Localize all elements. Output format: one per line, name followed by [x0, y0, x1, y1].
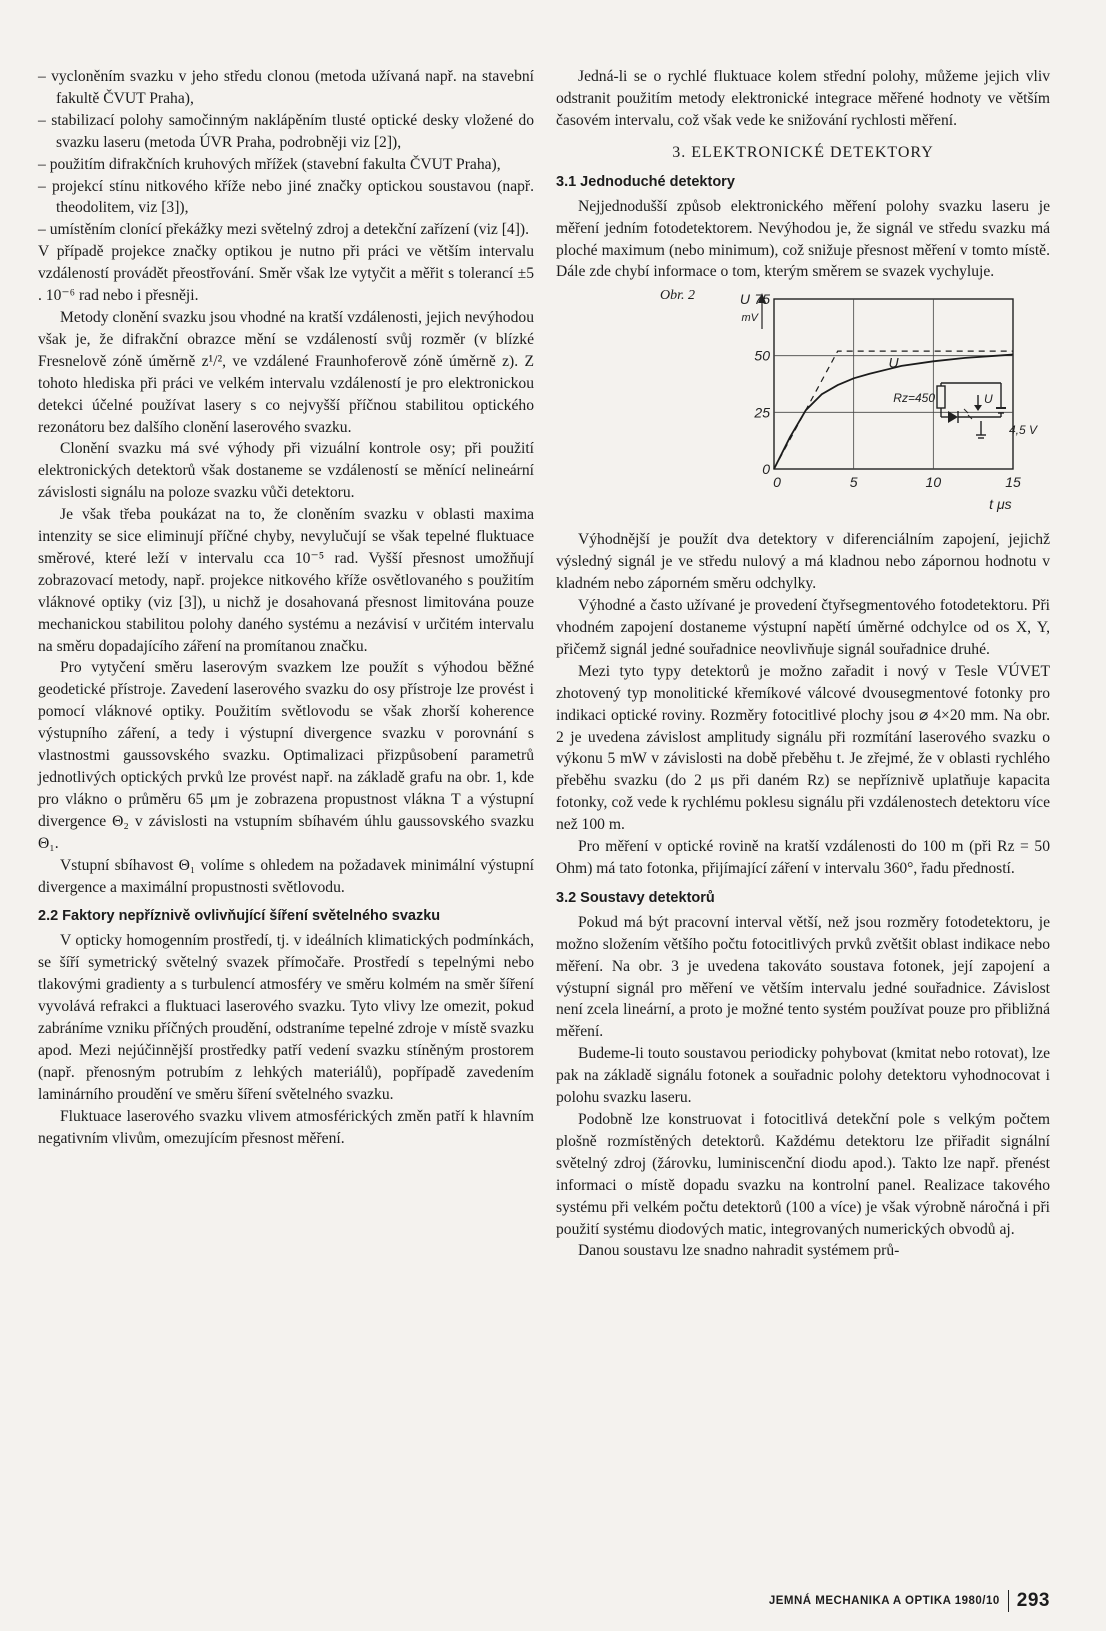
paragraph: Fluktuace laserového svazku vlivem atmosférických změn patří k hlavním negativním vlivům, omezujícím přesnost měření.: [38, 1107, 534, 1147]
x-axis-label: t: [989, 496, 993, 513]
y-tick-label: 75: [754, 291, 770, 308]
list-item: – projekcí stínu nitkového kříže nebo jiné značky optickou soustavou (např. theodolitem, viz [3]),: [38, 177, 534, 217]
paragraph: Výhodné a často užívané je provedení čtyřsegmentového fotodetektoru. Při vhodném zapojení dostaneme výstupní napětí úměrné odchylce od os X, Y, přičemž signál jedné souřadnice neovlivňuje signál souřadnice druhé.: [556, 597, 1050, 658]
y-tick-label: 0: [762, 461, 770, 478]
paragraph: Mezi tyto typy detektorů je možno zařadit i nový v Tesle VÚVET zhotovený typ monolitické křemíkové válcové dvousegmentové fotonky pro indikaci optické roviny. Rozměry fotocitlivé plochy jsou ⌀ 4×20 mm. Na obr. 2 je uvedena závislost amplitudy signálu při rozmítání laserového svazku o výkonu 5 mW v závislosti na době přeběhu t. Je zřejmé, že v oblasti rychlého přeběhu svazku (do 2 μs při daném Rz) se nepříznivě uplatňuje kapacita fotonky, což vede k rychlému poklesu signálu při vzdálenostech detektoru více než 100 m.: [556, 662, 1050, 834]
paragraph: V případě projekce značky optikou je nutno při práci ve větším intervalu vzdáleností provádět přeostřování. Směr však lze vytyčit a měřit s tolerancí ±5 . 10⁻⁶ rad nebo i přesněji.: [38, 243, 534, 305]
paragraph: Budeme-li touto soustavou periodicky pohybovat (kmitat nebo rotovat), lze pak na základě signálu fotonek a souřadnic polohy detektoru vyhodnocovat i polohu svazku laseru.: [556, 1045, 1050, 1107]
paragraph: Danou soustavu lze snadno nahradit systémem prů-: [578, 1242, 900, 1260]
page-footer: [700, 1590, 1050, 1612]
journal-title: JEMNÁ MECHANIKA A OPTIKA 1980/10: [768, 1595, 1000, 1607]
list-item: – vycloněním svazku v jeho středu clonou (metoda užívaná např. na stavební fakultě ČVUT Praha),: [38, 68, 534, 107]
section-heading: 3.2 Soustavy detektorů: [556, 889, 715, 906]
x-axis-unit: μs: [997, 496, 1012, 513]
list-item: – umístěním clonící překážky mezi světelný zdroj a detekční zařízení (viz [4]).: [38, 221, 530, 239]
left-column: [38, 66, 534, 1150]
signal-chart: [556, 287, 1050, 523]
footer-divider: [1008, 1590, 1009, 1612]
circuit-diagram: [937, 383, 1006, 438]
paragraph: Podobně lze konstruovat i fotocitlivá detekční pole s velkým počtem plošně rozmístěných detektorů. Každému detektoru lze přiřadit signální světelný zdroj (žárovku, luminiscenční diodu apod.). Takto lze např. přenést informaci o místě dopadu svazku na kontrolní panel. Realizace takového systému při velkém počtu detektorů (100 a více) je však výrobně náročná i při použití systému diodových matic, integrovaných numerických obvodů aj.: [556, 1111, 1050, 1238]
y-tick-label: 25: [754, 404, 770, 421]
paragraph: Je však třeba poukázat na to, že cloněním svazku v oblasti maxima intenzity se sice eliminují příčné chyby, nevylučují se však tepelné fluktuace směrové, které leží v intervalu cca 10⁻⁵ rad. Vyšší přesnost umožňují zobrazovací metody, např. projekce nitkového kříže osvětlovaného s použitím vláknové optiky (viz [3]), u nichž je dosahovaná přesnost limitována pouze mechanickou stabilitou polohy daného systému a nezávisí v určitém intervalu na směru dopadajícího záření na promítanou značku.: [38, 506, 534, 655]
paragraph: Pro vytyčení směru laserovým svazkem lze použít s výhodou běžné geodetické přístroje. Zavedení laserového svazku do osy přístroje lze provést i pomocí vláknové optiky. Použitím světlovodu se však zhorší koherence výstupního záření, a tedy i výstupní divergence svazku v porovnání s vlastnostmi gaussovského svazku. Optimalizaci přizpůsobení parametrů jednotlivých optických prvků lze provést např. na základě grafu na obr. 1, kde pro vlákno o průměru 65 μm je zobrazena propustnost vlákna T a výstupní divergence Θ₂ v závislosti na vstupním sbíhavém úhlu gaussovského svazku Θ₁.: [38, 659, 534, 852]
resistor: [937, 386, 945, 408]
plot-frame: [774, 299, 1013, 469]
y-axis-unit: mV: [741, 312, 758, 325]
paragraph: Vstupní sbíhavost Θ₁ volíme s ohledem na požadavek minimální výstupní divergence a maximální propustnosti světlovodu.: [38, 856, 534, 896]
x-tick-label: 15: [1005, 474, 1021, 491]
chapter-heading: 3. ELEKTRONICKÉ DETEKTORY: [672, 143, 934, 161]
series-label: U: [888, 354, 899, 371]
list-item: – použitím difrakčních kruhových mřížek (stavební fakulta ČVUT Praha),: [38, 155, 501, 173]
page-number: 293: [1016, 1590, 1050, 1611]
section-heading: 2.2 Faktory nepříznivě ovlivňující šíření světelného svazku: [38, 908, 441, 925]
figure-2: [556, 287, 1050, 523]
y-axis-label: U: [739, 291, 750, 308]
paragraph: Pokud má být pracovní interval větší, než jsou rozměry fotodetektoru, je možno složením většího počtu fotocitlivých prvků zvětšit oblast indikace nebo měření. Na obr. 3 je uvedena takováto soustava fotonek, její zapojení a výstupní signál pro měření ve větším intervalu jedné souřadnice. Závislost není zcela lineární, a proto je možné tento systém používat pouze pro přibližná měření.: [556, 913, 1050, 1041]
paragraph: Jedná-li se o rychlé fluktuace kolem střední polohy, můžeme jejich vliv odstranit použitím metody elektronické integrace měřené hodnoty ve větším časovém intervalu, což však vede ke snižování rychlosti měření.: [556, 68, 1050, 129]
x-tick-label: 10: [925, 474, 942, 491]
figure-caption: Obr. 2: [660, 288, 696, 304]
x-tick-label: 5: [849, 474, 858, 491]
paragraph: Metody clonění svazku jsou vhodné na kratší vzdálenosti, jejich nevýhodou však je, že difrakční obrazce mění se vzdáleností svůj rozměr (v blízké Fresnelově zóně úměrně z¹/², ve vzdálené Fraunhoferově zóně úměrně z). Z tohoto hlediska při práci ve velkém intervalu vzdáleností je pro elektronickou detekci účelné používat lasery s co nejvyšší příčnou stabilitou optického rezonátoru bez dalšího clonění laserového svazku.: [38, 308, 534, 436]
x-tick-label: 0: [773, 474, 781, 491]
paragraph: Pro měření v optické rovině na kratší vzdálenosti do 100 m (při Rz = 50 Ohm) má tato fotonka, přijímající záření v intervalu 360°, řadu předností.: [556, 838, 1050, 877]
list-item: – stabilizací polohy samočinným naklápěním tlusté optické desky vložené do svazku laseru (metoda ÚVR Praha, podrobněji viz [2]),: [38, 111, 534, 151]
section-heading: 3.1 Jednoduché detektory: [556, 173, 735, 190]
paragraph: Výhodnější je použít dva detektory v diferenciálním zapojení, jejichž výsledný signál je ve středu nulový a má kladnou nebo zápornou hodnotu v kladném nebo záporném směru odchylky.: [556, 531, 1050, 593]
y-tick-label: 50: [754, 348, 770, 365]
meter-label: U: [984, 392, 993, 407]
resistor-label: Rz=450: [893, 391, 935, 406]
battery-label: 4,5 V: [1009, 423, 1038, 438]
paragraph: V opticky homogenním prostředí, tj. v ideálních klimatických podmínkách, se šíří symetrický světelný svazek přímočaře. Prostředí s tepelnými nebo tlakovými gradienty a s turbulencí atmosféry ve směru kolmém na směr šíření vyvolává refrakci a fluktuaci laserového svazku. Tyto vlivy lze omezit, pokud zabráníme vzniku příčných proudění, odstraníme tepelné zdroje v místě svazku apod. Mezi nejúčinnější prostředky patří vedení svazku stíněným prostorem (např. přenosným potrubím z lehkých materiálů), popřípadě zavedením laminárního proudění ve směru šíření světelného svazku.: [38, 932, 534, 1103]
series-line-u: [774, 355, 1013, 470]
right-column: [556, 66, 1050, 1262]
paragraph: Nejjednodušší způsob elektronického měření polohy svazku laseru je měření jedním fotodetektorem. Nevýhodou je, že signál ve středu svazku má ploché maximum (nebo minimum), což snižuje přesnost měření v tomto místě. Dále zde chybí informace o tom, kterým směrem se svazek vychyluje.: [556, 197, 1050, 281]
photodiode-icon: [948, 411, 958, 423]
paragraph: Clonění svazku má své výhody při vizuální kontrole osy; při použití elektronických detektorů však dostaneme se vzdáleností se měnící nelineární závislosti signálu na poloze svazku vůči detektoru.: [38, 440, 534, 502]
